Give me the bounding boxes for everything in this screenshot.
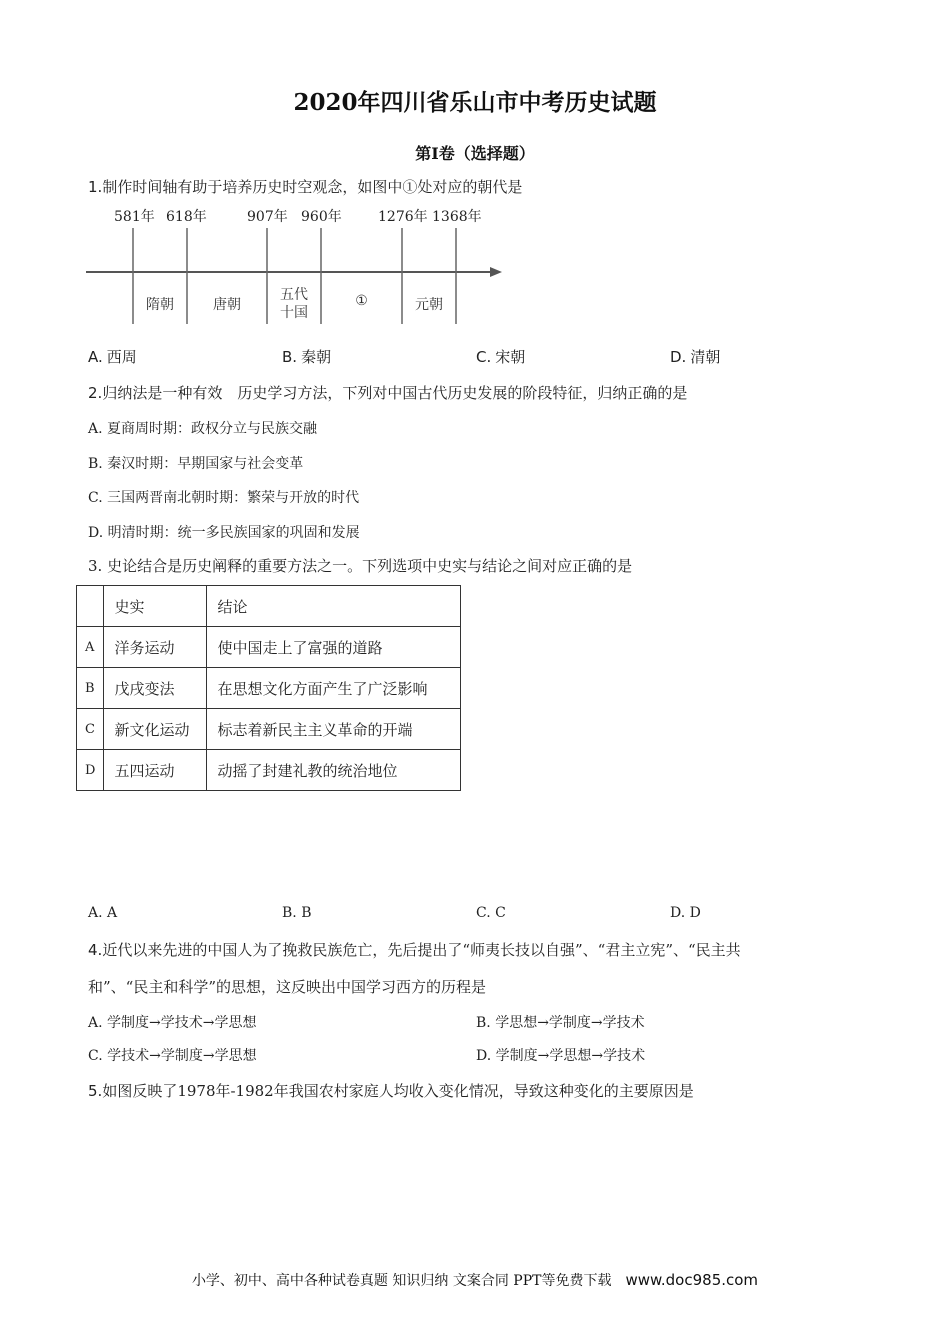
- timeline-year-label: 618年: [166, 209, 207, 225]
- timeline-segment-unknown: ①: [355, 293, 368, 309]
- question-2: 2.归纳法是一种有效 历史学习方法，下列对中国古代历史发展的阶段特征，归纳正确的是: [88, 384, 688, 402]
- table-row: A 洋务运动 使中国走上了富强的道路: [77, 627, 461, 668]
- question-3: 3. 史论结合是历史阐释的重要方法之一。下列选项中史实与结论之间对应正确的是: [88, 557, 633, 575]
- table-row: D 五四运动 动摇了封建礼教的统治地位: [77, 750, 461, 791]
- option-d[interactable]: D. 学制度→学思想→学技术: [476, 1048, 646, 1064]
- option-a[interactable]: A. 学制度→学技术→学思想: [88, 1015, 257, 1031]
- page-footer: [0, 1270, 950, 1290]
- timeline-year-label: 1276年: [378, 209, 428, 225]
- table-header-row: 史实 结论: [77, 586, 461, 627]
- question-text: 制作时间轴有助于培养历史时空观念，如图中①处对应的朝代是: [102, 178, 523, 196]
- question-4: 4.近代以来先进的中国人为了挽救民族危亡，先后提出了“师夷长技以自强”、“君主立宪”、“民主共: [88, 941, 741, 959]
- option-c[interactable]: C. 三国两晋南北朝时期：繁荣与开放的时代: [88, 490, 360, 506]
- timeline-segment-tang: 唐朝: [213, 297, 241, 313]
- option-a[interactable]: A. 夏商周时期：政权分立与民族交融: [88, 421, 318, 437]
- question-text: 归纳法是一种有效 历史学习方法，下列对中国古代历史发展的阶段特征，归纳正确的是: [102, 384, 688, 402]
- question-text: 如图反映了1978年-1982年我国农村家庭人均收入变化情况，导致这种变化的主要原因是: [102, 1082, 694, 1100]
- option-c[interactable]: C. 宋朝: [476, 348, 526, 366]
- question-1: [88, 176, 522, 197]
- question-5: 5.如图反映了1978年-1982年我国农村家庭人均收入变化情况，导致这种变化的主要原因是: [88, 1082, 694, 1100]
- question-text: 近代以来先进的中国人为了挽救民族危亡，先后提出了“师夷长技以自强”、“君主立宪”、“民主共: [102, 941, 741, 959]
- timeline-year-label: 907年: [247, 209, 288, 225]
- timeline-year-label: 581年: [114, 209, 155, 225]
- option-b[interactable]: B. 秦汉时期：早期国家与社会变革: [88, 456, 304, 472]
- timeline-segment-sui: 隋朝: [146, 297, 174, 313]
- footer-link[interactable]: www.doc985.com: [625, 1271, 759, 1289]
- timeline-segment-shiguo: 十国: [280, 305, 308, 321]
- timeline-year-label: 1368年: [432, 209, 482, 225]
- option-d[interactable]: D. 明清时期：统一多民族国家的巩固和发展: [88, 525, 360, 541]
- question-3-table: [76, 585, 461, 791]
- timeline-segment-wudai: 五代: [280, 287, 308, 303]
- question-number: 1.: [88, 178, 103, 196]
- page-title: 2020年四川省乐山市中考历史试题: [293, 89, 657, 116]
- footer-text: 小学、初中、高中各种试卷真题 知识归纳 文案合同 PPT等免费下载: [191, 1273, 612, 1289]
- option-b[interactable]: B. 学思想→学制度→学技术: [476, 1015, 645, 1031]
- option-d[interactable]: D. D: [670, 905, 701, 921]
- table-row: B 戊戌变法 在思想文化方面产生了广泛影响: [77, 668, 461, 709]
- section-title: 第Ⅰ卷（选择题）: [415, 144, 535, 163]
- option-b[interactable]: B. B: [282, 905, 312, 921]
- option-c[interactable]: C. C: [476, 905, 506, 921]
- option-a[interactable]: A. 西周: [88, 348, 137, 366]
- table-row: C 新文化运动 标志着新民主主义革命的开端: [77, 709, 461, 750]
- option-b[interactable]: B. 秦朝: [282, 348, 332, 366]
- question-4-continued: 和”、“民主和科学”的思想，这反映出中国学习西方的历程是: [88, 978, 487, 996]
- timeline-segment-yuan: 元朝: [415, 297, 443, 313]
- option-a[interactable]: A. A: [88, 905, 118, 921]
- timeline: [80, 200, 520, 330]
- option-d[interactable]: D. 清朝: [670, 348, 721, 366]
- option-c[interactable]: C. 学技术→学制度→学思想: [88, 1048, 257, 1064]
- timeline-year-label: 960年: [301, 209, 342, 225]
